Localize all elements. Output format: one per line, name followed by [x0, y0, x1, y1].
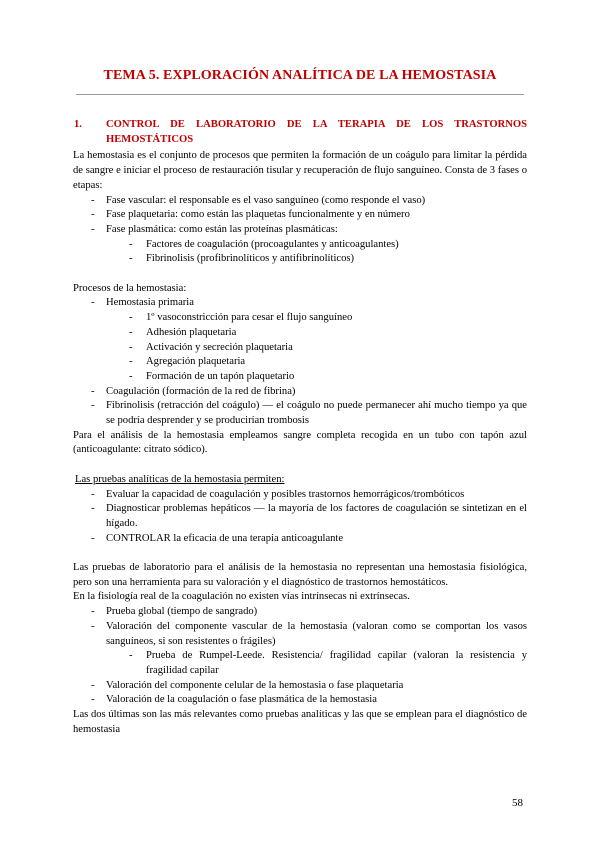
analisis-paragraph: Para el análisis de la hemostasia empleamos sangre completa recogida en un tubo con tapón azul (anticoagulante: citrato sódico).	[73, 429, 527, 456]
list-item-text: Evaluar la capacidad de coagulación y posibles trastornos hemorrágicos/trombóticos	[106, 488, 465, 500]
list-item	[73, 679, 527, 694]
bullet-dash: -	[91, 385, 95, 397]
list-item-text: Hemostasia primaria	[106, 297, 194, 309]
bullet-dash: -	[91, 694, 95, 706]
list-item	[73, 620, 527, 649]
bullet-dash: -	[91, 209, 95, 221]
spacer	[73, 458, 527, 473]
bullet-dash: -	[91, 620, 95, 632]
sub-list-item	[73, 252, 527, 267]
bullet-dash: -	[129, 312, 133, 324]
list-item-text: Prueba de Rumpel-Leede. Resistencia/ fragilidad capilar (valoran la resistencia y fragilidad capilar	[146, 650, 527, 676]
list-item-text: Valoración del componente vascular de la hemostasia (valoran como se comportan los vasos sanguíneos, si son resistentes o frágiles)	[106, 620, 527, 647]
bullet-dash: -	[91, 297, 95, 309]
list-item-text: Valoración del componente celular de la hemostasia o fase plaquetaria	[106, 679, 404, 691]
procesos-list	[73, 296, 527, 428]
list-item	[73, 208, 527, 223]
list-item-text: Adhesión plaquetaria	[146, 326, 237, 338]
section-heading-text: CONTROL DE LABORATORIO DE LA TERAPIA DE LOS TRASTORNOS HEMOSTÁTICOS	[106, 119, 527, 145]
list-item-text: Fase plaquetaria: como están las plaquetas funcionalmente y en número	[106, 209, 410, 221]
list-item	[73, 223, 527, 267]
spacer	[73, 546, 527, 561]
sub-list-item	[73, 649, 527, 678]
list-item-text: Diagnosticar problemas hepáticos — la mayoría de los factores de coagulación se sintetizan en el hígado.	[106, 503, 527, 529]
list-item	[73, 693, 527, 708]
list-item	[73, 488, 527, 503]
list-item	[73, 605, 527, 620]
bullet-dash: -	[91, 223, 95, 235]
bullet-dash: -	[91, 194, 95, 206]
bullet-dash: -	[129, 650, 133, 662]
bullet-dash: -	[91, 400, 95, 412]
list-item-text: Fase plasmática: como están las proteínas plasmáticas:	[106, 223, 338, 235]
list-item-text: Fibrinolisis (profibrinolíticos y antifibrinolíticos)	[146, 253, 355, 265]
procesos-heading: Procesos de la hemostasia:	[73, 282, 187, 294]
plasma-sublist	[106, 238, 527, 267]
fisiologia-paragraph: En la fisiología real de la coagulación no existen vías intrínsecas ni extrínsecas.	[73, 591, 410, 603]
bullet-dash: -	[129, 238, 133, 250]
bullet-dash: -	[129, 341, 133, 353]
list-item-text: Agregación plaquetaria	[146, 356, 246, 368]
list-item	[73, 532, 527, 547]
list-item-text: Coagulación (formación de la red de fibrina)	[106, 385, 296, 397]
sub-list-item	[73, 341, 527, 356]
lab-list	[73, 605, 527, 708]
bullet-dash: -	[129, 356, 133, 368]
bullet-dash: -	[91, 679, 95, 691]
bullet-dash: -	[129, 253, 133, 265]
intro-paragraph: La hemostasia es el conjunto de procesos que permiten la formación de un coágulo para limitar la pérdida de sangre e iniciar el proceso de restauración tisular y recuperación de flujo sanguíneo. Consta de 3 fases o etapas:	[73, 150, 527, 191]
page-title: TEMA 5. EXPLORACIÓN ANALÍTICA DE LA HEMOSTASIA	[103, 68, 497, 83]
sub-list-item	[73, 370, 527, 385]
sub-list-item	[73, 238, 527, 253]
list-item-text: Factores de coagulación (procoagulantes y anticoagulantes)	[146, 238, 399, 250]
list-item-text: Prueba global (tiempo de sangrado)	[106, 606, 258, 618]
bullet-dash: -	[129, 370, 133, 382]
list-item-text: Activación y secreción plaquetaria	[146, 341, 293, 353]
bullet-dash: -	[91, 532, 95, 544]
section-heading	[73, 118, 527, 147]
phases-list	[73, 194, 527, 268]
pruebas-heading: Las pruebas analíticas de la hemostasia permiten:	[75, 473, 285, 485]
list-item	[73, 502, 527, 531]
list-item	[73, 194, 527, 209]
list-item-text: 1º vasoconstricción para cesar el flujo sanguíneo	[146, 312, 353, 324]
page-number: 58	[512, 797, 523, 809]
bullet-dash: -	[91, 503, 95, 515]
document-body	[73, 118, 527, 737]
title-divider	[76, 94, 524, 95]
closing-paragraph: Las dos últimas son las más relevantes como pruebas analíticas y las que se emplean para el diagnóstico de hemostasia	[73, 709, 527, 735]
bullet-dash: -	[91, 488, 95, 500]
list-item	[73, 399, 527, 428]
section-number: 1.	[74, 119, 82, 130]
list-item	[73, 385, 527, 400]
pruebas-list	[73, 488, 527, 547]
bullet-dash: -	[129, 326, 133, 338]
list-item-text: Formación de un tapón plaquetario	[146, 370, 295, 382]
spacer	[73, 267, 527, 282]
lab-paragraph: Las pruebas de laboratorio para el análisis de la hemostasia no representan una hemostasia fisiológica, pero son una herramienta para su valoración y el diagnóstico de trastornos hemostáticos.	[73, 562, 527, 588]
bullet-dash: -	[91, 606, 95, 618]
sub-list-item	[73, 355, 527, 370]
sub-list-item	[73, 311, 527, 326]
list-item	[73, 296, 527, 311]
sub-list-item	[73, 326, 527, 341]
list-item-text: Fase vascular: el responsable es el vaso sanguíneo (como responde el vaso)	[106, 194, 426, 206]
list-item-text: Fibrinolisis (retracción del coágulo) — el coágulo no puede permanecer ahí mucho tiempo ya que se podría desprender y se producirían trombosis	[106, 400, 527, 427]
list-item-text: Valoración de la coagulación o fase plasmática de la hemostasia	[106, 694, 377, 706]
list-item-text: CONTROLAR la eficacia de una terapia anticoagulante	[106, 532, 344, 544]
pruebas-heading-wrap	[73, 473, 527, 488]
